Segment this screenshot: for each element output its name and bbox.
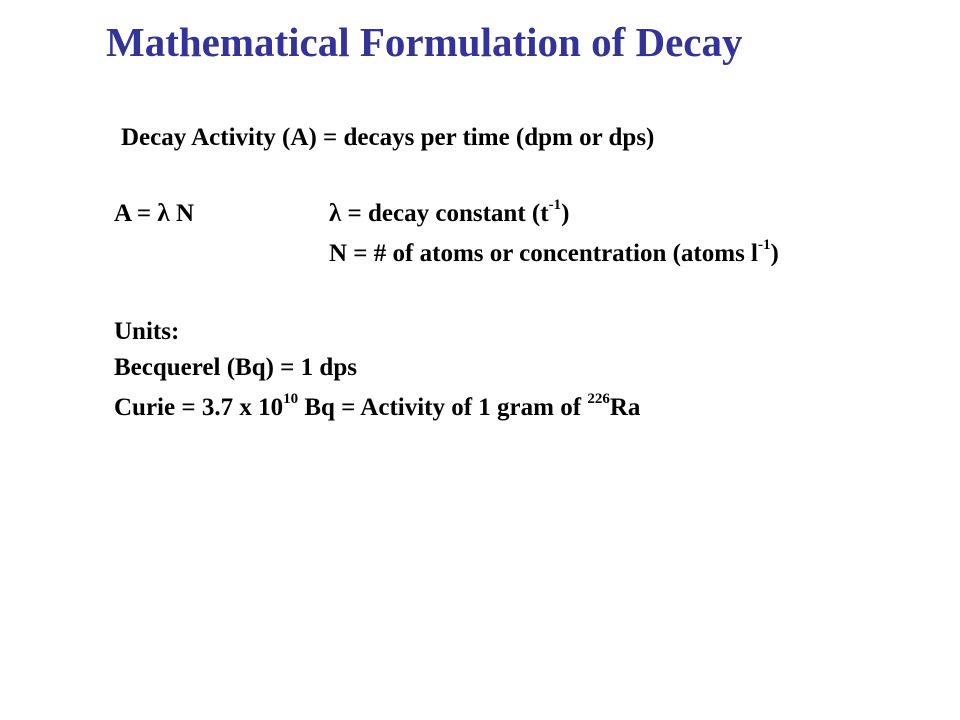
curie-exponent: 10 bbox=[283, 390, 299, 407]
activity-equation: A = λ N bbox=[114, 200, 195, 227]
lambda-definition-tail: ) bbox=[561, 200, 570, 227]
n-definition-text: N = # of atoms or concentration (atoms l bbox=[329, 240, 758, 267]
lambda-definition bbox=[329, 198, 569, 230]
radium-mass-number: 226 bbox=[587, 390, 610, 407]
lambda-definition-text: λ = decay constant (t bbox=[329, 200, 549, 227]
n-definition-tail: ) bbox=[770, 240, 779, 267]
n-definition bbox=[329, 238, 779, 270]
activity-definition: Decay Activity (A) = decays per time (dpm or dps) bbox=[121, 124, 655, 151]
lambda-unit-exponent: -1 bbox=[548, 196, 562, 213]
curie-definition bbox=[114, 392, 640, 424]
units-heading: Units: bbox=[114, 318, 180, 345]
becquerel-definition: Becquerel (Bq) = 1 dps bbox=[114, 354, 357, 381]
curie-text-1: Curie = 3.7 x 10 bbox=[114, 394, 284, 421]
curie-text-3: Ra bbox=[609, 394, 641, 421]
slide-title: Mathematical Formulation of Decay bbox=[106, 19, 743, 65]
curie-text-2: Bq = Activity of 1 gram of bbox=[298, 394, 588, 421]
n-unit-exponent: -1 bbox=[758, 236, 771, 253]
